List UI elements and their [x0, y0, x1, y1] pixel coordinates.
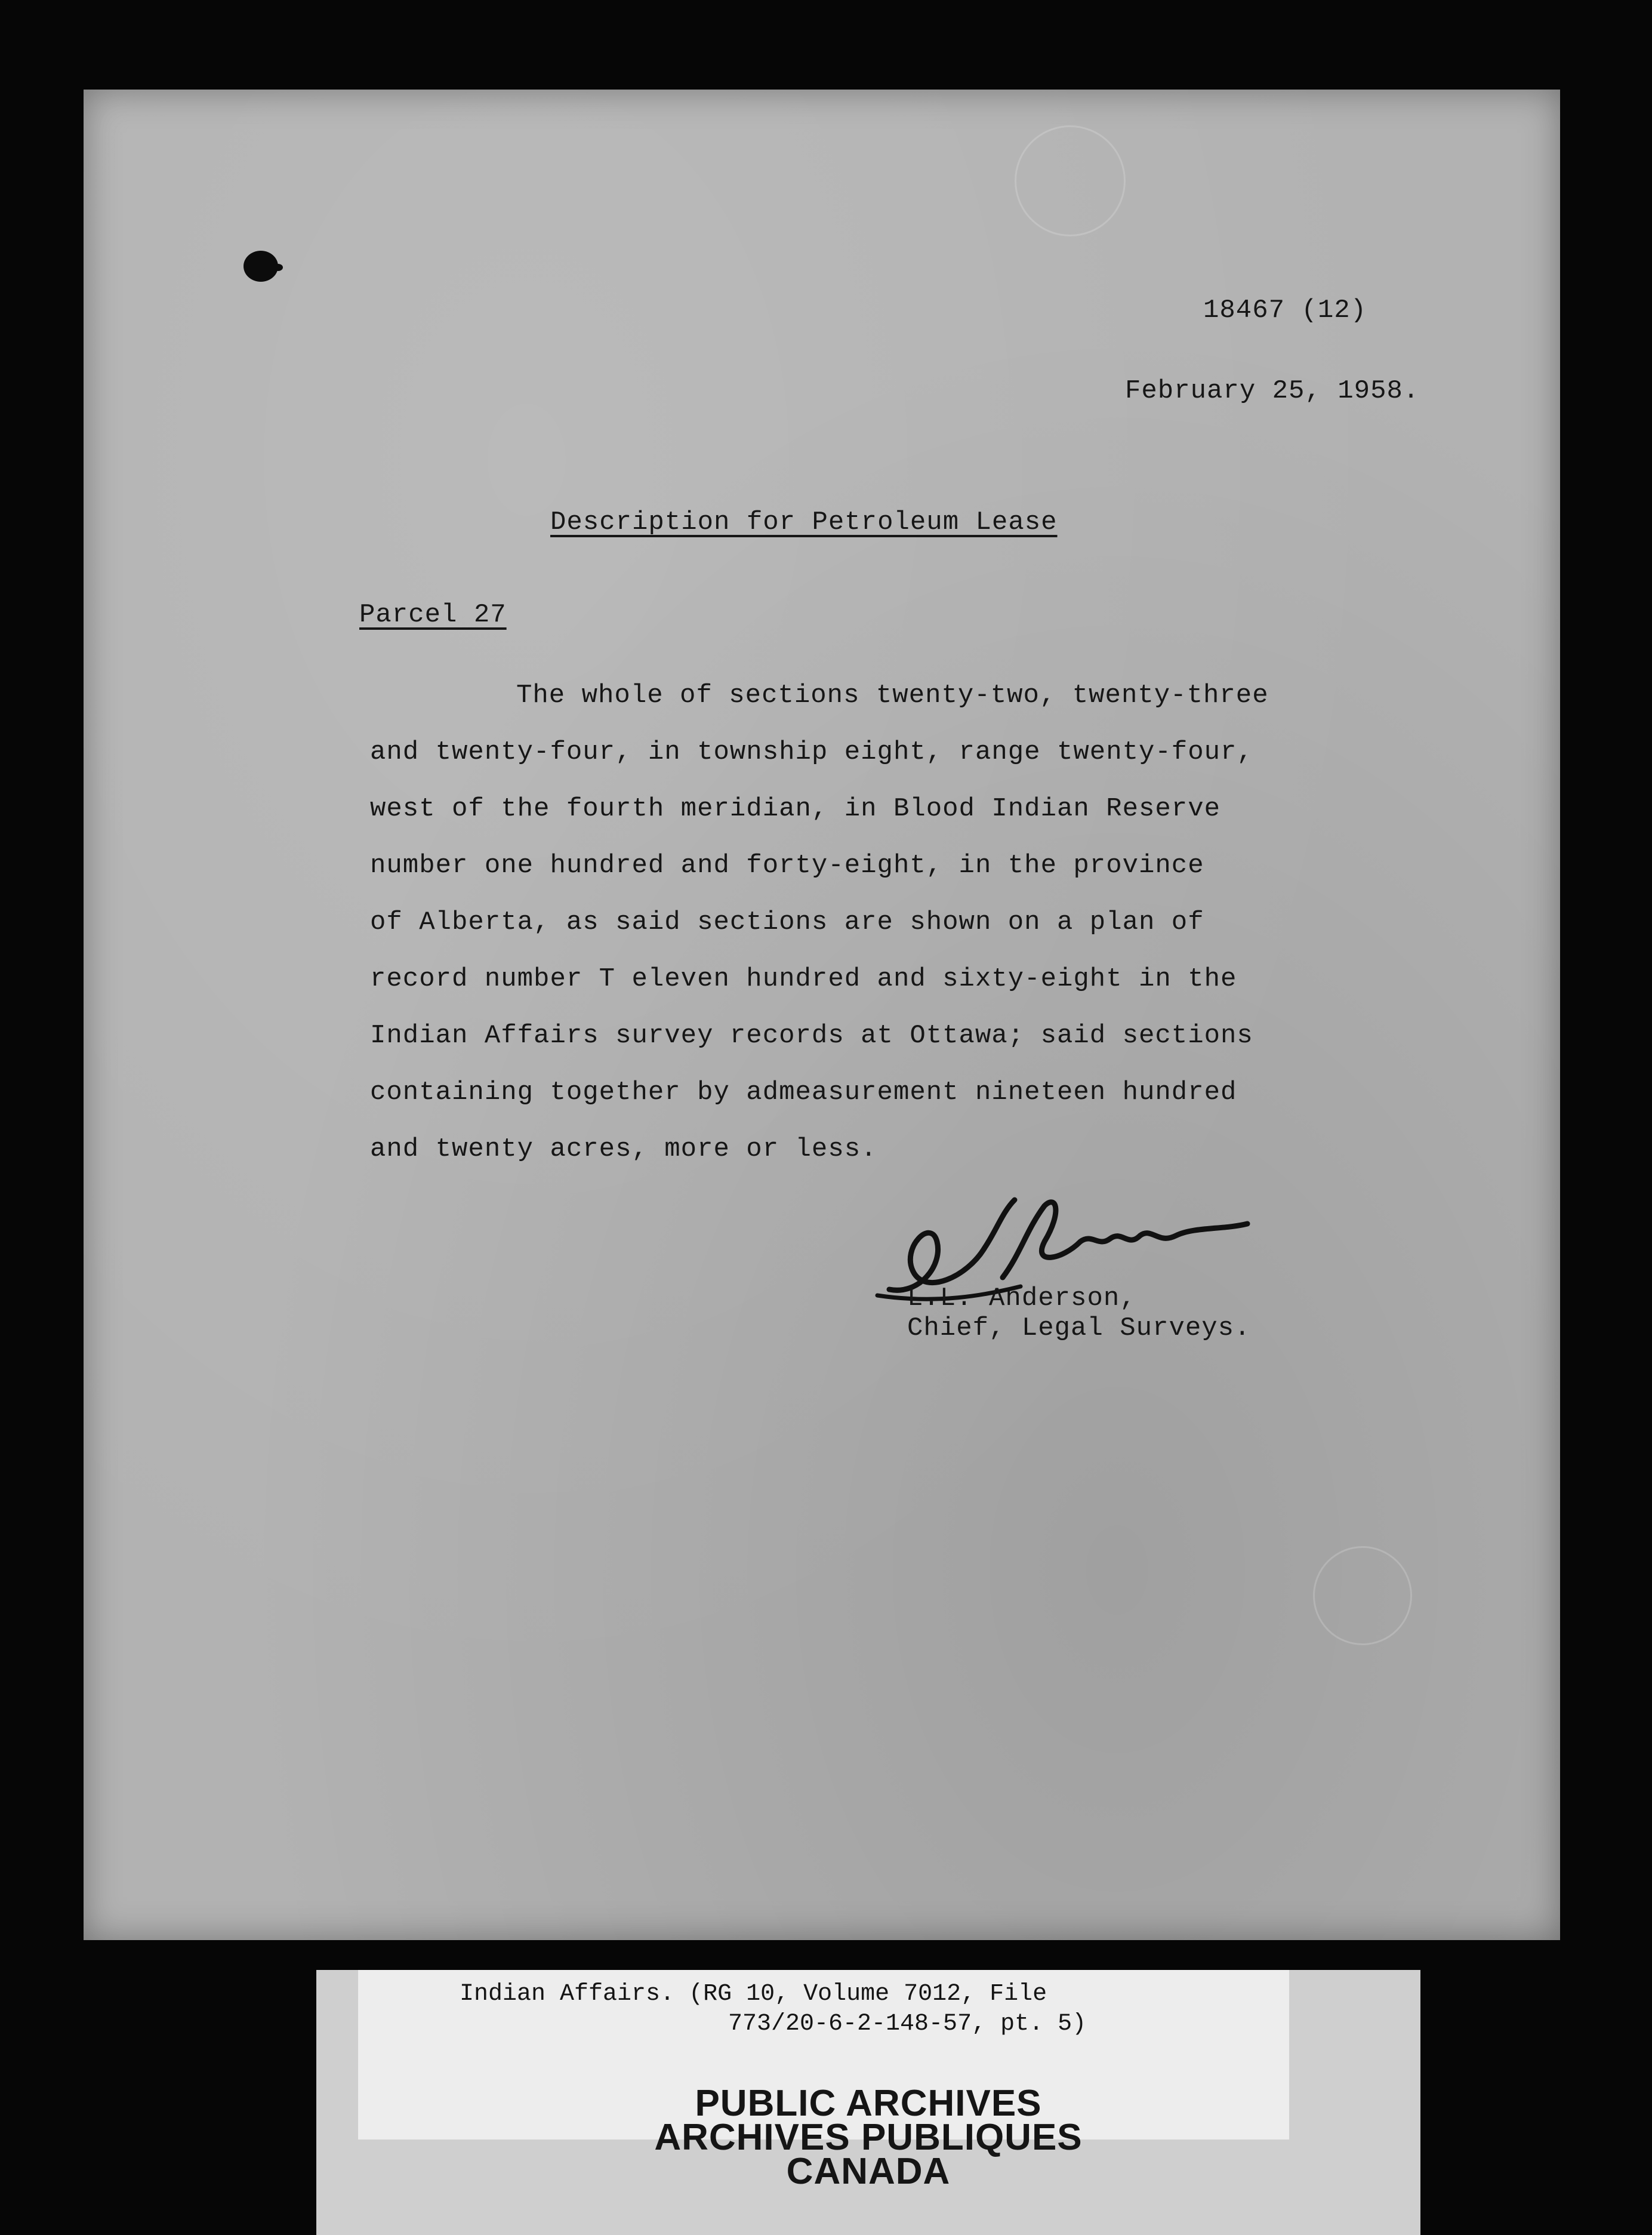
- body-line: Indian Affairs survey records at Ottawa; said sections: [370, 1021, 1253, 1051]
- archive-stamp-line: ARCHIVES PUBLIQUES: [654, 2117, 1083, 2158]
- archive-reference-line: 773/20-6-2-148-57, pt. 5): [728, 2011, 1087, 2037]
- card-edge: [316, 1970, 358, 2030]
- body-line: and twenty-four, in township eight, range twenty-four,: [370, 737, 1253, 767]
- parcel-label: Parcel 27: [359, 600, 507, 630]
- letter-page: [84, 90, 1560, 1940]
- file-number: 18467 (12): [1203, 295, 1367, 325]
- body-line: and twenty acres, more or less.: [370, 1134, 877, 1164]
- archive-stamp-line: PUBLIC ARCHIVES: [695, 2083, 1042, 2124]
- paper-stain: [1015, 125, 1126, 236]
- signatory-title: Chief, Legal Surveys.: [907, 1313, 1251, 1343]
- body-line: number one hundred and forty-eight, in the province: [370, 851, 1204, 881]
- archive-stamp-line: CANADA: [786, 2151, 951, 2192]
- letter-date: February 25, 1958.: [1125, 376, 1420, 406]
- body-line: The whole of sections twenty-two, twenty-three: [516, 681, 1269, 710]
- body-line: record number T eleven hundred and sixty-eight in the: [370, 964, 1237, 994]
- archive-reference-line: Indian Affairs. (RG 10, Volume 7012, File: [460, 1981, 1047, 2008]
- body-line: containing together by admeasurement nineteen hundred: [370, 1078, 1237, 1107]
- body-line: west of the fourth meridian, in Blood Indian Reserve: [370, 794, 1221, 824]
- body-line: of Alberta, as said sections are shown on a plan of: [370, 907, 1204, 937]
- ink-blot-speck: [273, 264, 283, 271]
- document-heading: Description for Petroleum Lease: [550, 507, 1058, 537]
- paper-stain: [1313, 1546, 1412, 1645]
- card-edge: [1289, 1970, 1420, 2024]
- signatory-name: L.L. Anderson,: [907, 1283, 1136, 1313]
